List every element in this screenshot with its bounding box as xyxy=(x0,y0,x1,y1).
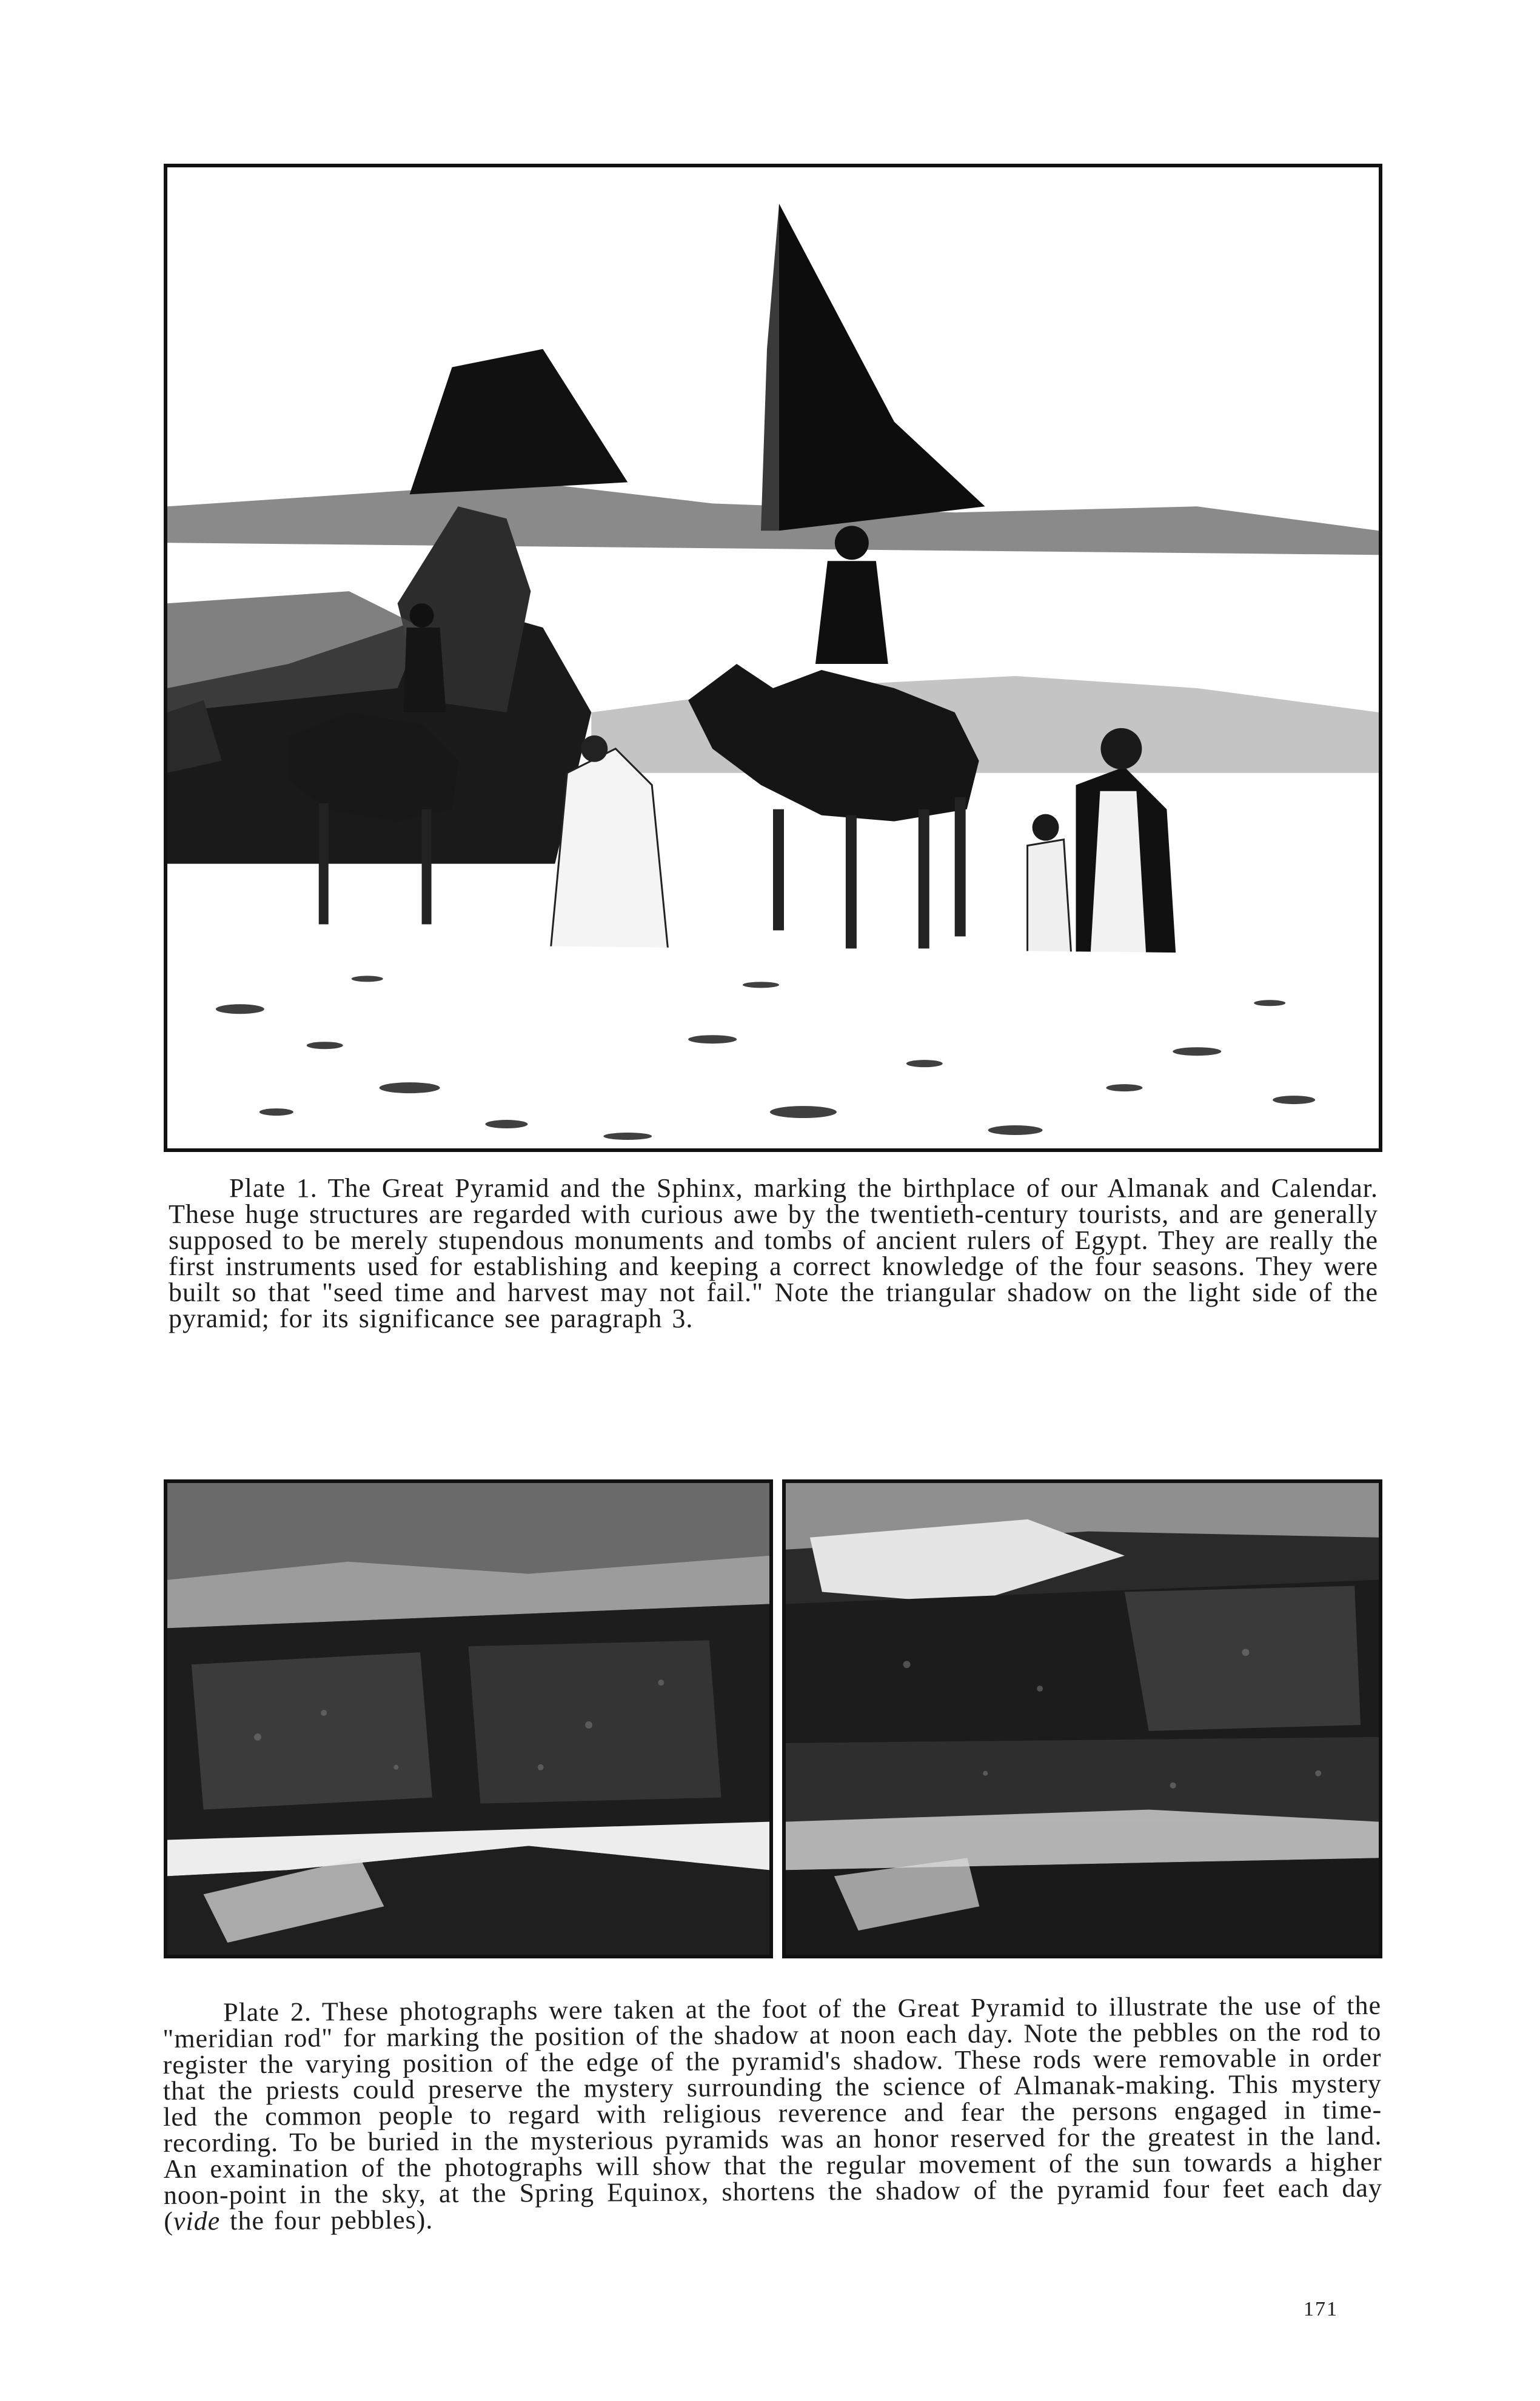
meridian-rod-left-image xyxy=(167,1483,769,1955)
plate2-caption-end: the four pebbles). xyxy=(220,2205,434,2236)
plate2-caption-main: Plate 2. These photographs were taken at the foot of the Great Pyramid to illustrate the use of the "meridian rod" for marking the position of the shadow at noon each day. Note the pebbles on the rod to register the varying position of the edge of the pyramid's shadow. These rods were removable in order that the priests could preserve the mystery surrounding the science of Almanak-making. This mystery led the common people to regard with religious reverence and fear the persons engaged in time-recording. To be buried in the mysterious pyramids was an honor reserved for the greatest in the land. An examination of the photographs will show that the regular movement of the sun towards a higher noon-point in the sky, at the Spring Equinox, shortens the shadow of the pyramid four feet each day ( xyxy=(162,1990,1383,2236)
plate1-caption-text: Plate 1. The Great Pyramid and the Sphinx, marking the birthplace of our Almanak and Calendar. These huge structures are regarded with curious awe by the twentieth-century tourists, and are generally supposed to be merely stupendous monuments and tombs of ancient rulers of Egypt. They are really the first instruments used for establishing and keeping a correct knowledge of the four seasons. They were built so that "seed time and harvest may not fail." Note the triangular shadow on the light side of the pyramid; for its significance see paragraph 3. xyxy=(169,1173,1378,1333)
pyramid-sphinx-image xyxy=(167,167,1379,1148)
plate2-caption-text xyxy=(162,1992,1382,2234)
plate1-photograph xyxy=(164,164,1382,1152)
meridian-rod-right-image xyxy=(786,1483,1379,1955)
plate1-caption xyxy=(169,1175,1378,1331)
page-number: 171 xyxy=(1304,2298,1338,2320)
plate2-left-photograph xyxy=(164,1479,773,1958)
plate2-caption xyxy=(162,1992,1382,2234)
plate2-caption-italic: vide xyxy=(173,2206,221,2236)
plate2-right-photograph xyxy=(782,1479,1382,1958)
